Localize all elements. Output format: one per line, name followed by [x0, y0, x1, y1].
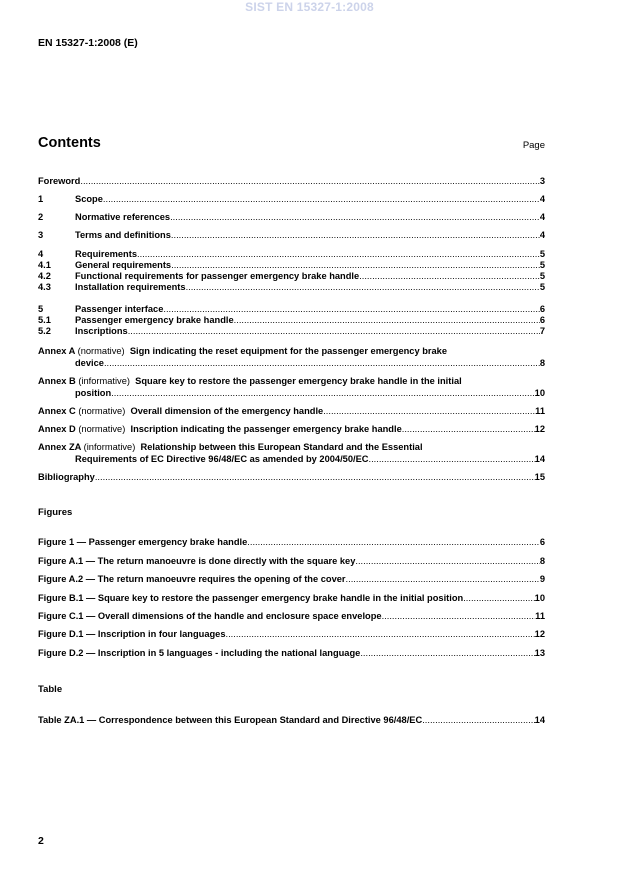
toc-entry-page: 4 — [539, 194, 545, 204]
toc-entry-page: 4 — [539, 230, 545, 240]
figure-entry-title: Figure A.1 — The return manoeuvre is done directly with the square key — [38, 556, 356, 566]
toc-entry-title: Relationship between this European Standard and the Essential — [140, 442, 423, 452]
table-heading: Table — [38, 684, 63, 695]
toc-entry-title: Normative references — [75, 212, 171, 222]
toc-entry-annex-a[interactable] — [38, 345, 545, 369]
toc-entry-title: Inscription indicating the passenger emergency brake handle — [130, 424, 402, 434]
toc-entry-page: 14 — [534, 454, 545, 464]
figures-heading: Figures — [38, 507, 73, 518]
toc-entry-title-continued: device — [75, 358, 104, 368]
toc-entry-page: 4 — [539, 212, 545, 222]
figure-entry-title: Figure A.2 — The return manoeuvre requires the opening of the cover — [38, 574, 346, 584]
document-id: EN 15327-1:2008 (E) — [38, 37, 138, 49]
figure-entry[interactable] — [38, 592, 545, 604]
toc-entry-title: General requirements — [75, 260, 172, 270]
toc-entry-page: 5 — [539, 260, 545, 270]
toc-entry-number: 2 — [38, 212, 44, 222]
toc-entry-page: 8 — [539, 358, 545, 368]
toc-entry-page: 6 — [539, 304, 545, 314]
toc-entry-number: 4 — [38, 249, 44, 259]
toc-entry-normative-references[interactable] — [38, 211, 545, 223]
figure-entry-title: Figure C.1 — Overall dimensions of the handle and enclosure space envelope — [38, 611, 382, 621]
page-number: 2 — [38, 835, 44, 847]
toc-entry-scope[interactable] — [38, 193, 545, 205]
toc-entry-page: 7 — [539, 326, 545, 336]
toc-entry-page: 11 — [535, 406, 545, 416]
toc-entry-number: 5.1 — [38, 315, 51, 325]
toc-entry-page: 10 — [534, 388, 545, 398]
toc-entry-title: Foreword — [38, 176, 81, 186]
toc-entry-title: Bibliography — [38, 472, 95, 482]
toc-entry-foreword[interactable] — [38, 175, 545, 187]
figure-entry-title: Figure B.1 — Square key to restore the passenger emergency brake handle in the initial position — [38, 593, 464, 603]
toc-entry-inscriptions[interactable] — [38, 325, 545, 337]
toc-entry-number: 1 — [38, 194, 44, 204]
toc-entry-page: 5 — [539, 271, 545, 281]
table-entry-title: Table ZA.1 — Correspondence between this European Standard and Directive 96/48/EC — [38, 715, 423, 725]
figure-entry-title: Figure D.2 — Inscription in 5 languages - including the national language — [38, 648, 361, 658]
annex-kind: (normative) — [77, 346, 125, 356]
annex-label: Annex D — [38, 424, 76, 434]
toc-entry-number: 4.1 — [38, 260, 51, 270]
toc-entry-bibliography[interactable] — [38, 471, 545, 483]
figure-entry-page: 13 — [534, 648, 545, 658]
toc-entry-page: 12 — [534, 424, 545, 434]
toc-entry-title: Passenger emergency brake handle — [75, 315, 234, 325]
toc-entry-annex-c[interactable] — [38, 405, 545, 417]
figure-entry[interactable] — [38, 610, 545, 622]
toc-entry-number: 5 — [38, 304, 44, 314]
figure-entry-title: Figure D.1 — Inscription in four languages — [38, 629, 226, 639]
toc-entry-title: Passenger interface — [75, 304, 164, 314]
toc-entry-title: Requirements — [75, 249, 137, 259]
annex-kind: (informative) — [83, 442, 136, 452]
figure-entry-page: 8 — [539, 556, 545, 566]
annex-kind: (informative) — [78, 376, 130, 386]
figure-entry-title: Figure 1 — Passenger emergency brake handle — [38, 537, 248, 547]
toc-entry-title: Overall dimension of the emergency handle — [130, 406, 324, 416]
contents-title: Contents — [38, 135, 101, 151]
annex-kind: (normative) — [78, 406, 126, 416]
annex-label: Annex C — [38, 406, 76, 416]
page-column-label: Page — [522, 140, 545, 151]
toc-entry-title: Functional requirements for passenger emergency brake handle — [75, 271, 360, 281]
table-entry[interactable] — [38, 714, 545, 726]
toc-entry-title: Scope — [75, 194, 103, 204]
figure-entry-page: 6 — [539, 537, 545, 547]
figure-entry-page: 11 — [535, 611, 545, 621]
toc-entry-number: 4.3 — [38, 282, 51, 292]
toc-entry-annex-d[interactable] — [38, 423, 545, 435]
toc-entry-title: Terms and definitions — [75, 230, 171, 240]
toc-entry-terms-definitions[interactable] — [38, 229, 545, 241]
toc-entry-title-continued: position — [75, 388, 112, 398]
figure-entry[interactable] — [38, 536, 545, 548]
figure-entry-page: 12 — [534, 629, 545, 639]
figure-entry[interactable] — [38, 628, 545, 640]
toc-entry-annex-za[interactable] — [38, 441, 545, 465]
figure-entry-page: 10 — [534, 593, 545, 603]
annex-label: Annex B — [38, 376, 76, 386]
annex-label: Annex A — [38, 346, 76, 356]
toc-entry-page: 5 — [539, 249, 545, 259]
toc-entry-annex-b[interactable] — [38, 375, 545, 399]
figure-entry[interactable] — [38, 573, 545, 585]
toc-entry-number: 5.2 — [38, 326, 51, 336]
figure-entry-page: 9 — [539, 574, 545, 584]
annex-kind: (normative) — [78, 424, 126, 434]
toc-entry-title: Sign indicating the reset equipment for the passenger emergency brake — [129, 346, 448, 356]
toc-entry-title: Square key to restore the passenger emergency brake handle in the initial — [135, 376, 462, 386]
toc-entry-page: 15 — [534, 472, 545, 482]
annex-label: Annex ZA — [38, 442, 82, 452]
figure-entry[interactable] — [38, 647, 545, 659]
toc-entry-title: Inscriptions — [75, 326, 128, 336]
table-entry-page: 14 — [534, 715, 545, 725]
toc-entry-title: Installation requirements — [75, 282, 186, 292]
toc-entry-page: 5 — [539, 282, 545, 292]
toc-entry-installation-requirements[interactable] — [38, 281, 545, 293]
toc-entry-page: 3 — [539, 176, 545, 186]
toc-entry-page: 6 — [539, 315, 545, 325]
watermark: SIST EN 15327-1:2008 — [245, 0, 374, 14]
figure-entry[interactable] — [38, 555, 545, 567]
toc-entry-title-continued: Requirements of EC Directive 96/48/EC as amended by 2004/50/EC — [75, 454, 369, 464]
toc-entry-number: 3 — [38, 230, 44, 240]
toc-entry-number: 4.2 — [38, 271, 51, 281]
